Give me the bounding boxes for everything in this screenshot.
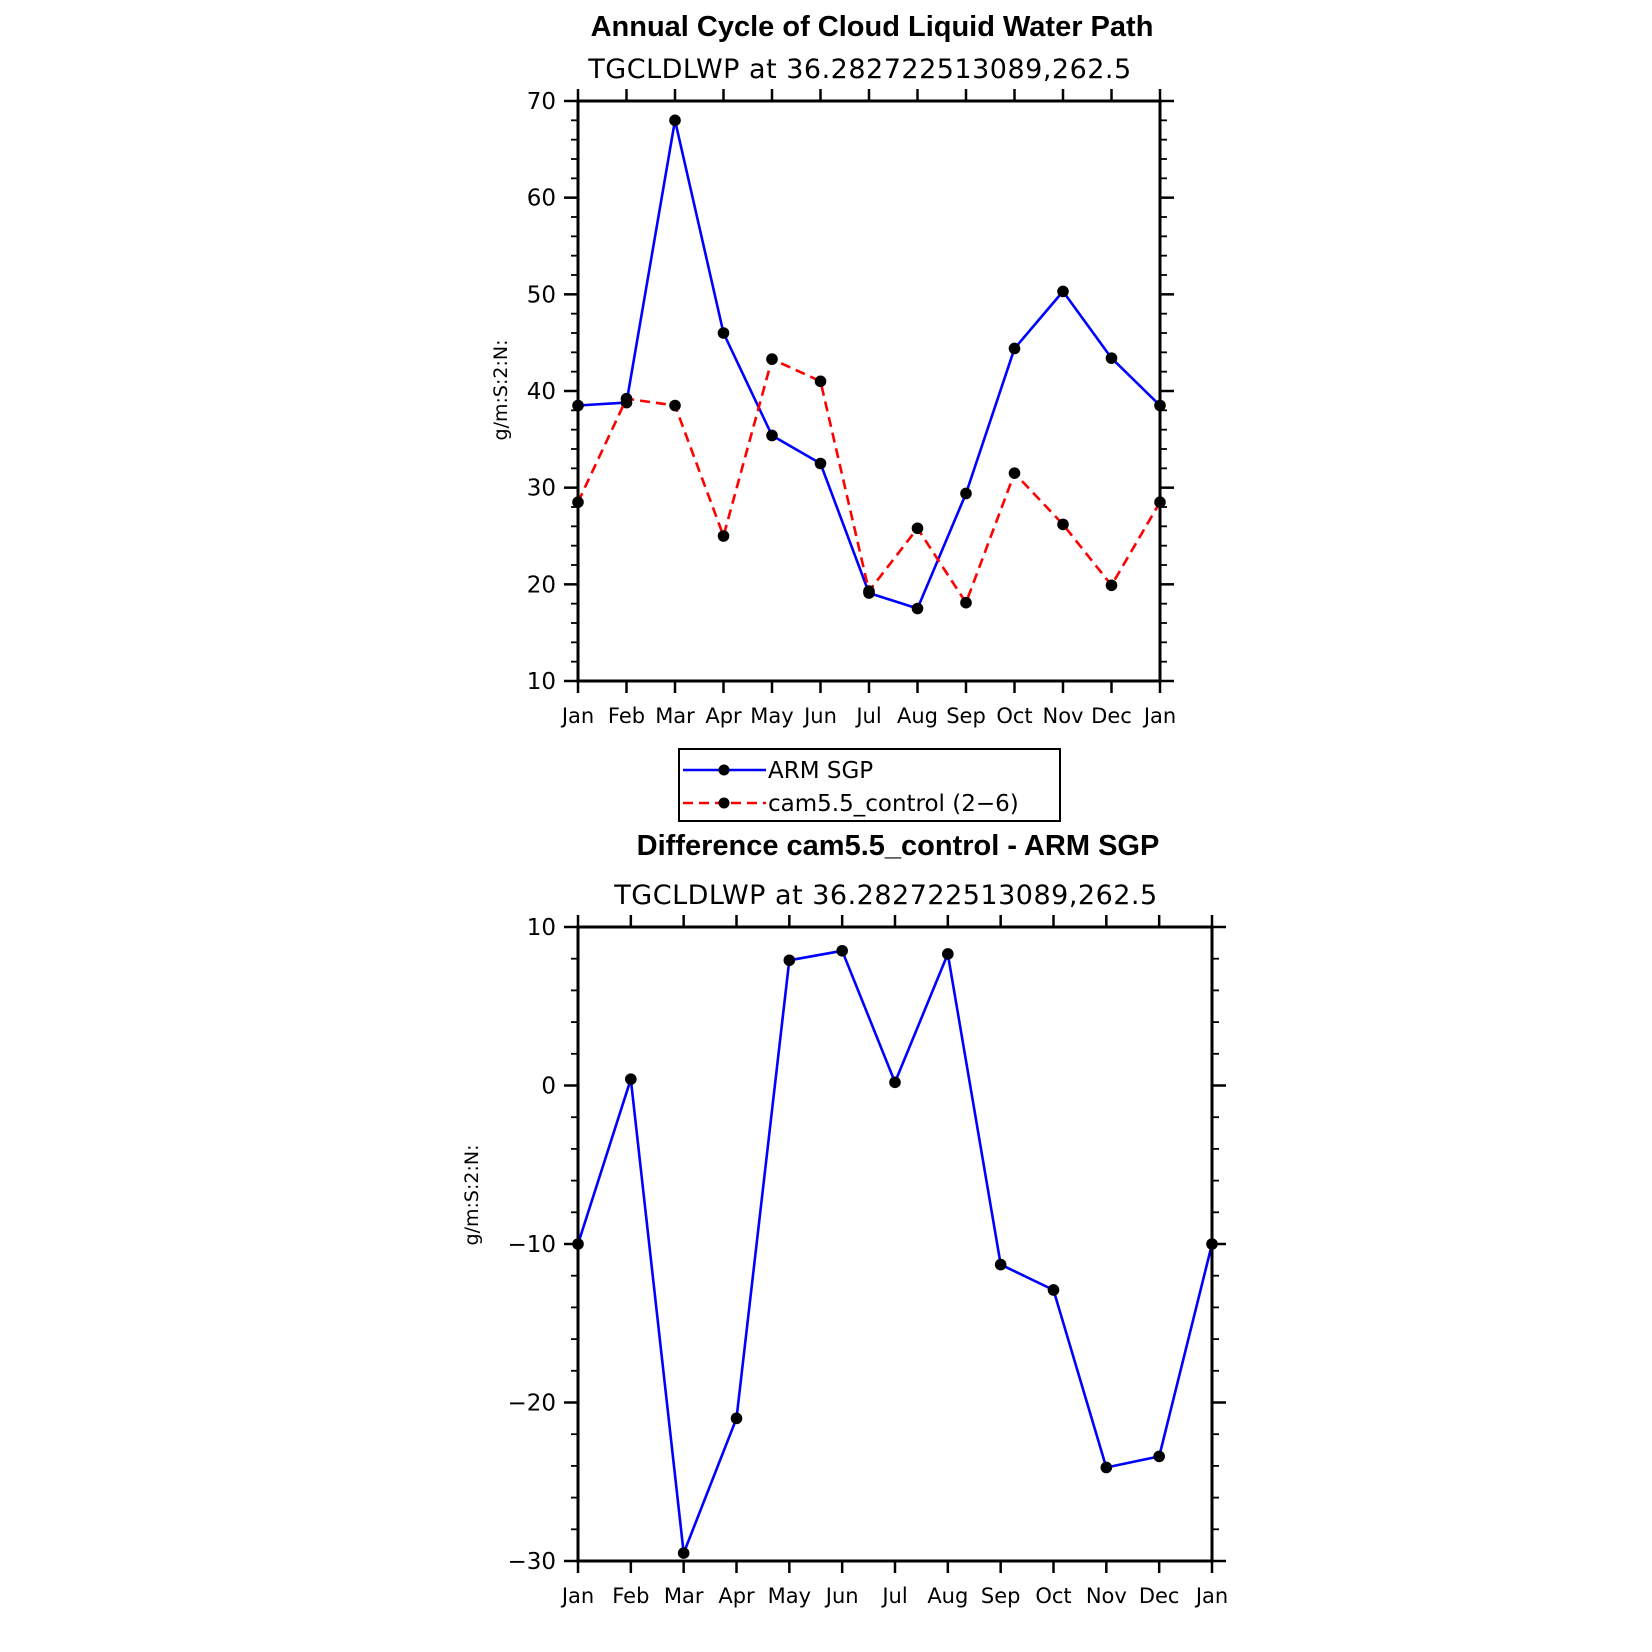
top-series-arm-sgp-point-mar <box>669 115 681 127</box>
top-series-arm-sgp-point-apr <box>718 327 730 339</box>
bottom-xtick-label-oct: Oct <box>1035 1584 1072 1608</box>
top-xtick-label-jul: Jul <box>856 704 882 728</box>
difference-panel <box>461 830 1228 1608</box>
top-ytick-label: 30 <box>526 475 556 502</box>
bottom-series-difference-point-aug <box>942 948 954 960</box>
legend-marker-cam55-control <box>719 798 730 809</box>
bottom-xtick-label-nov: Nov <box>1085 1584 1127 1608</box>
bottom-series-difference-point-jun <box>836 945 848 957</box>
top-xtick-label-sep: Sep <box>946 704 986 728</box>
top-xtick-label-apr: Apr <box>705 704 742 728</box>
top-y-axis-label: g/m:S:2:N: <box>490 339 512 441</box>
top-chart-title: Annual Cycle of Cloud Liquid Water Path <box>590 11 1154 43</box>
top-series-arm-sgp-point-dec <box>1106 352 1118 364</box>
bottom-ytick-label: −30 <box>507 1549 556 1575</box>
top-series-arm-sgp-point-nov <box>1057 286 1069 298</box>
top-xtick-label-may: May <box>750 704 794 728</box>
bottom-xtick-label-may: May <box>767 1584 812 1608</box>
top-series-arm-sgp-point-aug <box>912 603 924 615</box>
bottom-y-axis-label: g/m:S:2:N: <box>461 1144 483 1246</box>
top-ytick-label: 70 <box>526 89 556 115</box>
top-series-arm-sgp-point-sep <box>960 488 972 500</box>
top-series-cam5-5-control-2-6-point-jun <box>815 376 827 388</box>
bottom-axis-ticks <box>564 915 1226 1573</box>
top-xtick-label-aug: Aug <box>896 704 939 728</box>
top-ytick-label: 50 <box>526 282 556 309</box>
top-xtick-label-feb: Feb <box>607 704 646 728</box>
bottom-xtick-label-mar: Mar <box>663 1584 704 1608</box>
bottom-series-difference-point-oct <box>1048 1284 1060 1296</box>
bottom-series-difference-point-dec <box>1153 1451 1165 1463</box>
top-xtick-label-jun: Jun <box>804 704 837 728</box>
top-series-cam5-5-control-2-6-point-dec <box>1106 580 1118 592</box>
top-series-cam5-5-control-2-6-point-mar <box>669 400 681 412</box>
top-series-cam5-5-control-2-6-point-oct <box>1009 467 1021 479</box>
top-x-tick-labels <box>560 704 1176 728</box>
top-xtick-label-oct: Oct <box>996 704 1033 728</box>
bottom-series-group <box>572 945 1218 1559</box>
bottom-series-difference-line <box>578 951 1212 1553</box>
top-ytick-label: 10 <box>526 669 556 695</box>
bottom-series-difference-point-feb <box>625 1073 637 1085</box>
legend-marker-arm-sgp <box>719 765 730 776</box>
bottom-series-difference-point-nov <box>1101 1462 1113 1474</box>
top-series-arm-sgp-point-oct <box>1009 343 1021 355</box>
bottom-ytick-label: −10 <box>507 1232 556 1258</box>
bottom-y-tick-labels <box>507 915 556 1575</box>
top-xtick-label-mar: Mar <box>655 704 695 728</box>
bottom-xtick-label-aug: Aug <box>927 1584 969 1608</box>
bottom-ytick-label: 10 <box>526 915 556 941</box>
top-axis-ticks <box>564 89 1174 693</box>
top-xtick-label-jan: Jan <box>561 704 595 728</box>
bottom-series-difference-point-apr <box>731 1413 743 1425</box>
bottom-ytick-label: 0 <box>541 1073 556 1100</box>
top-series-arm-sgp-point-may <box>766 430 778 442</box>
bottom-xtick-label-jan: Jan <box>1195 1584 1229 1608</box>
top-xtick-label-dec: Dec <box>1091 704 1132 728</box>
top-series-group <box>572 115 1166 615</box>
top-ytick-label: 20 <box>526 572 556 599</box>
legend-label-arm-sgp: ARM SGP <box>768 758 874 784</box>
bottom-xtick-label-jun: Jun <box>825 1584 859 1608</box>
top-series-cam5-5-control-2-6-point-jul <box>863 585 875 597</box>
top-xtick-label-nov: Nov <box>1042 704 1084 728</box>
bottom-series-difference-point-may <box>784 954 796 966</box>
top-y-tick-labels <box>527 89 556 695</box>
bottom-series-difference-point-sep <box>995 1259 1007 1271</box>
top-series-cam5-5-control-2-6-point-sep <box>960 597 972 609</box>
top-series-cam5-5-control-2-6-point-may <box>766 353 778 365</box>
top-series-arm-sgp-line <box>578 120 1160 608</box>
top-ytick-label: 60 <box>526 185 556 212</box>
top-series-arm-sgp-point-jun <box>815 458 827 470</box>
bottom-xtick-label-jul: Jul <box>882 1584 908 1608</box>
bottom-chart-title: Difference cam5.5_control - ARM SGP <box>636 830 1160 862</box>
legend-label-cam55-control: cam5.5_control (2−6) <box>768 791 1019 817</box>
legend <box>679 749 1060 821</box>
top-series-cam5-5-control-2-6-line <box>578 359 1160 603</box>
bottom-xtick-label-sep: Sep <box>980 1584 1021 1608</box>
bottom-ytick-label: −20 <box>507 1390 556 1417</box>
bottom-xtick-label-jan: Jan <box>561 1584 595 1608</box>
top-series-cam5-5-control-2-6-point-nov <box>1057 519 1069 531</box>
top-series-cam5-5-control-2-6-point-aug <box>912 522 924 534</box>
bottom-xtick-label-apr: Apr <box>718 1584 755 1608</box>
bottom-x-tick-labels <box>560 1584 1228 1608</box>
top-chart-subtitle: TGCLDLWP at 36.282722513089,262.5 <box>588 54 1132 85</box>
top-xtick-label-jan: Jan <box>1143 704 1177 728</box>
annual-cycle-panel <box>490 11 1176 728</box>
bottom-chart-subtitle: TGCLDLWP at 36.282722513089,262.5 <box>614 880 1158 911</box>
bottom-series-difference-point-mar <box>678 1547 690 1559</box>
bottom-xtick-label-dec: Dec <box>1138 1584 1180 1608</box>
bottom-series-difference-point-jul <box>889 1077 901 1089</box>
bottom-xtick-label-feb: Feb <box>612 1584 650 1608</box>
top-ytick-label: 40 <box>526 379 556 405</box>
top-series-cam5-5-control-2-6-point-feb <box>621 393 633 405</box>
top-series-cam5-5-control-2-6-point-apr <box>718 530 730 542</box>
